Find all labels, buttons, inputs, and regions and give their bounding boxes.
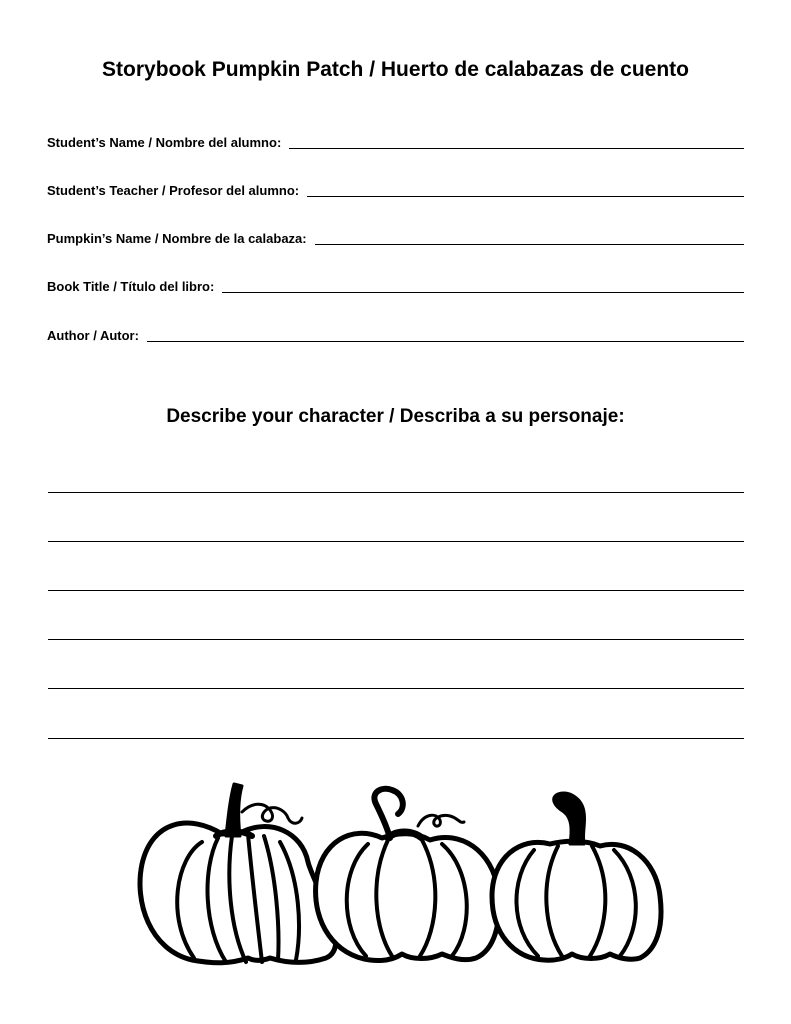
writing-line[interactable] (48, 492, 744, 493)
page-title: Storybook Pumpkin Patch / Huerto de calabazas de cuento (102, 58, 689, 81)
student-name-line[interactable] (289, 135, 744, 149)
pumpkin-name-field[interactable] (47, 227, 744, 247)
author-field[interactable] (47, 324, 744, 344)
pumpkin-right (492, 793, 661, 960)
student-teacher-label: Student’s Teacher / Profesor del alumno: (47, 183, 300, 198)
writing-line[interactable] (48, 738, 744, 739)
student-teacher-field[interactable] (47, 179, 744, 199)
describe-heading: Describe your character / Describa a su personaje: (166, 406, 625, 427)
student-name-field[interactable] (47, 131, 744, 151)
student-teacher-line[interactable] (307, 183, 744, 197)
author-line[interactable] (147, 328, 744, 342)
book-title-label: Book Title / Título del libro: (47, 279, 215, 294)
book-title-field[interactable] (47, 275, 744, 295)
writing-line[interactable] (48, 541, 744, 542)
pumpkin-illustration (130, 778, 670, 968)
pumpkin-left (140, 784, 336, 963)
pumpkin-middle (316, 789, 499, 961)
writing-line[interactable] (48, 590, 744, 591)
author-label: Author / Autor: (47, 328, 139, 343)
writing-line[interactable] (48, 688, 744, 689)
book-title-line[interactable] (222, 279, 744, 293)
student-name-label: Student’s Name / Nombre del alumno: (47, 135, 282, 150)
pumpkin-name-label: Pumpkin’s Name / Nombre de la calabaza: (47, 231, 307, 246)
pumpkin-name-line[interactable] (315, 231, 744, 245)
writing-line[interactable] (48, 639, 744, 640)
